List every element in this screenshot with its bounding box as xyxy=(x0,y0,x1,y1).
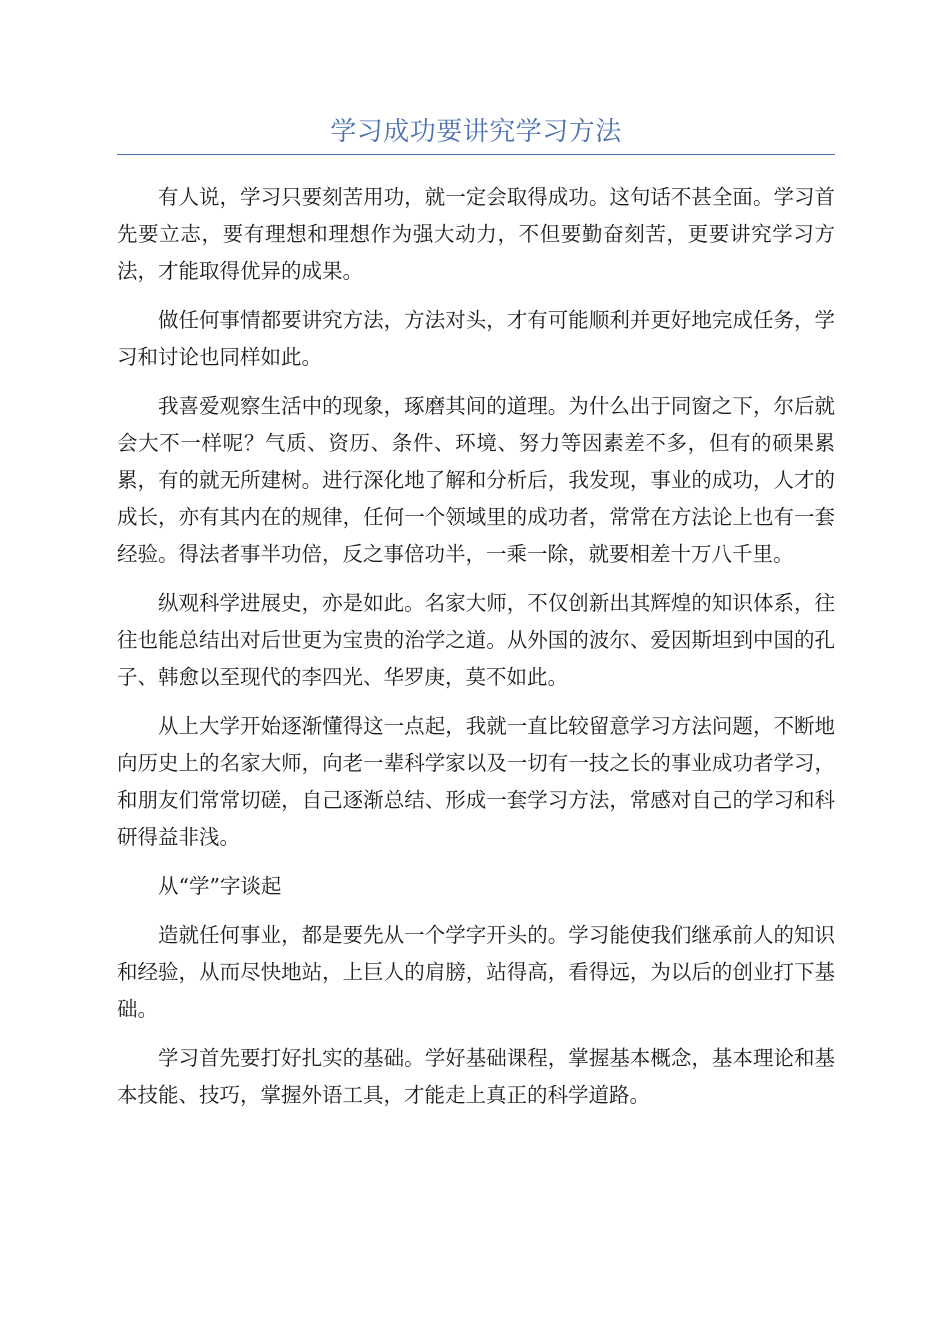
paragraph: 从上大学开始逐渐懂得这一点起，我就一直比较留意学习方法问题，不断地向历史上的名家大师，向老一辈科学家以及一切有一技之长的事业成功者学习，和朋友们常常切磋，自己逐渐总结、形成一套学习方法，常感对自己的学习和科研得益非浅。 xyxy=(117,714,835,849)
section-heading: 从“学”字谈起 xyxy=(158,874,282,898)
paragraph: 造就任何事业，都是要先从一个学字开头的。学习能使我们继承前人的知识和经验，从而尽快地站，上巨人的肩膀，站得高，看得远，为以后的创业打下基础。 xyxy=(117,923,835,1021)
title-underline-rule xyxy=(117,154,835,155)
paragraph: 我喜爱观察生活中的现象，琢磨其间的道理。为什么出于同窗之下，尔后就会大不一样呢？气质、资历、条件、环境、努力等因素差不多，但有的硕果累累，有的就无所建树。进行深化地了解和分析后，我发现，事业的成功，人才的成长，亦有其内在的规律，任何一个领域里的成功者，常常在方法论上也有一套经验。得法者事半功倍，反之事倍功半，一乘一除，就要相差十万八千里。 xyxy=(117,394,835,566)
paragraph: 学习首先要打好扎实的基础。学好基础课程，掌握基本概念，基本理论和基本技能、技巧，掌握外语工具，才能走上真正的科学道路。 xyxy=(117,1046,835,1107)
paragraph: 纵观科学进展史，亦是如此。名家大师，不仅创新出其辉煌的知识体系，往往也能总结出对后世更为宝贵的治学之道。从外国的波尔、爱因斯坦到中国的孔子、韩愈以至现代的李四光、华罗庚，莫不如此。 xyxy=(117,591,835,689)
document-title: 学习成功要讲究学习方法 xyxy=(330,117,622,147)
paragraph: 做任何事情都要讲究方法，方法对头，才有可能顺利并更好地完成任务，学习和讨论也同样如此。 xyxy=(117,308,835,369)
document-page xyxy=(117,112,835,1126)
document-body xyxy=(117,179,835,1114)
paragraph: 有人说，学习只要刻苦用功，就一定会取得成功。这句话不甚全面。学习首先要立志，要有理想和理想作为强大动力，不但要勤奋刻苦，更要讲究学习方法，才能取得优异的成果。 xyxy=(117,185,835,283)
